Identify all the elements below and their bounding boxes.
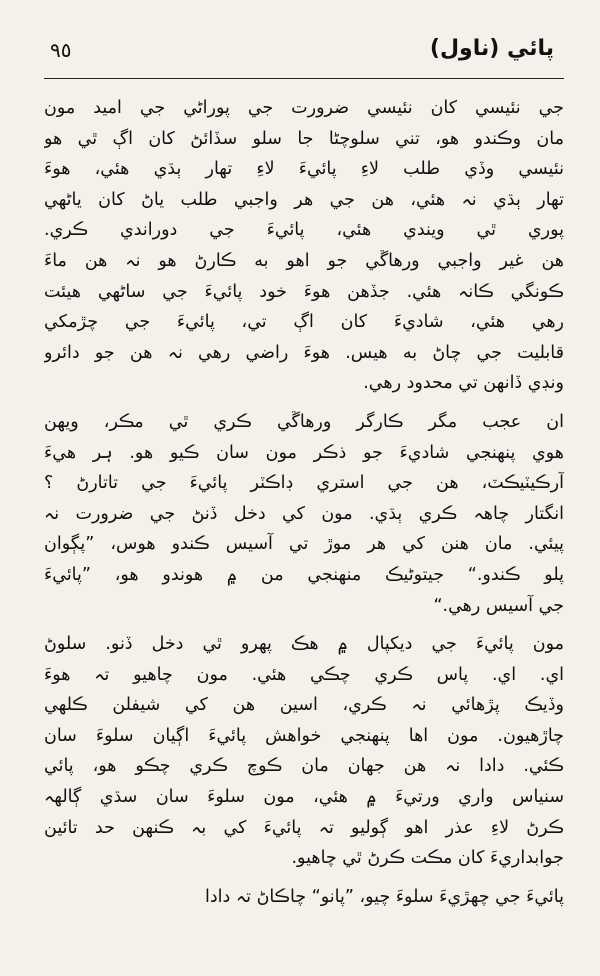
running-title: پائي (ناول) [429, 36, 554, 61]
paragraph [44, 882, 564, 913]
text-line: ان عجب مگر ڪارگر ورهاڱي ڪري ٿي مڪر، ويهن [44, 411, 564, 432]
paragraph [44, 407, 564, 621]
text-line: چاڙهيون. مون اها پنهنجي خواهش پائيءَ اڳيان سلوءَ سان [44, 725, 564, 746]
text-line: مون پائيءَ جي ديکپال ۾ هڪ پهرو ٿي دخل ڏنو. سلوڻ [44, 634, 564, 655]
text-line: جوابداريءَ کان مڪت ڪرڻ ٿي چاهيو. [291, 848, 564, 869]
text-line: ڪرڻ لاءِ عذر اهو ڳوليو تہ پائيءَ کي بہ ڪنهن حد تائين [44, 817, 564, 838]
text-line: رهي هئي، شاديءَ کان اڳ تي، پائيءَ جي چڙمکي [44, 312, 564, 333]
text-line: اي. اي. پاس ڪري چڪي هئي. مون چاهيو تہ هوءَ [44, 664, 564, 685]
text-line: ڪئي. دادا نہ هن جهان مان ڪوچ ڪري چڪو هو، پائي [44, 756, 564, 777]
text-line: پيئي. مان هنن کي هر موڙ تي آسيس ڪندو هوس، ”پڳوان [44, 534, 564, 555]
text-line: سنياس واري ورتيءَ ۾ هئي، مون سلوءَ سان سڌي ڳالهہ [44, 787, 564, 808]
paragraph [44, 629, 564, 874]
text-line: ڪونگي ڪانہ هئي. جڏهن هوءَ خود پائيءَ جي ساڻهي هيئت [44, 281, 564, 302]
text-line: پائيءَ جي چهڙيءَ سلوءَ چيو، ”پانو“ چاڪاڻ تہ دادا [205, 886, 564, 907]
text-line: وڏيڪ پڙهائي نہ ڪري، اسين هن کي شيفلن ڪلهي [44, 695, 564, 716]
text-line: انگتار چاهہ ڪري ٻڌي. مون کي دخل ڏنڻ جي ضرورت نہ [44, 503, 564, 524]
text-line: نئيسي وڏي طلب لاءِ پائيءَ لاءِ تهار ٻڌي هئي، هوءَ [44, 159, 564, 180]
text-line: هوي پنهنجي شاديءَ جو ذڪر مون سان ڪيو هو. ہر هيءَ [44, 442, 564, 463]
page-number: ٩٥ [50, 38, 72, 62]
text-line: تهار ٻڌي نہ هئي، هن جي هر واجبي طلب ياڻ کان ياڻهي [44, 189, 564, 210]
text-line: آرڪيٽيڪٽ، هن جي استري ڊاڪٽر پائيءَ جي تاتارڻ ؟ [44, 473, 564, 494]
text-line: جي آسيس رهي.“ [433, 595, 564, 616]
page-body [44, 93, 564, 912]
text-line: هن غير واجبي ورهاڱي جو اهو به ڪارڻ هو نہ هن ماءَ [44, 250, 564, 271]
text-line: ونڊي ڏانهن تي محدود رهي. [363, 373, 564, 394]
text-line: مان وڪندو هو، تني سلوچڻا جا سلو سڏائڻ کان اڳ ٿي هو [44, 128, 564, 149]
text-line: پوري ٿي ويندي هئي، پائيءَ جي دوراندي ڪري. [44, 220, 564, 241]
text-line: جي نئيسي کان نئيسي ضرورت جي پوراڻي جي اميد مون [44, 98, 564, 118]
paragraph [44, 93, 564, 399]
page-header [44, 30, 564, 79]
text-line: قابليت جي چاڻ به هيس. هوءَ راضي رهي نہ هن جو دائرو [44, 342, 564, 363]
text-line: پلو ڪندو.“ جيتوڻيڪ منهنجي من ۾ هوندو هو، ”پائيءَ [44, 564, 564, 585]
